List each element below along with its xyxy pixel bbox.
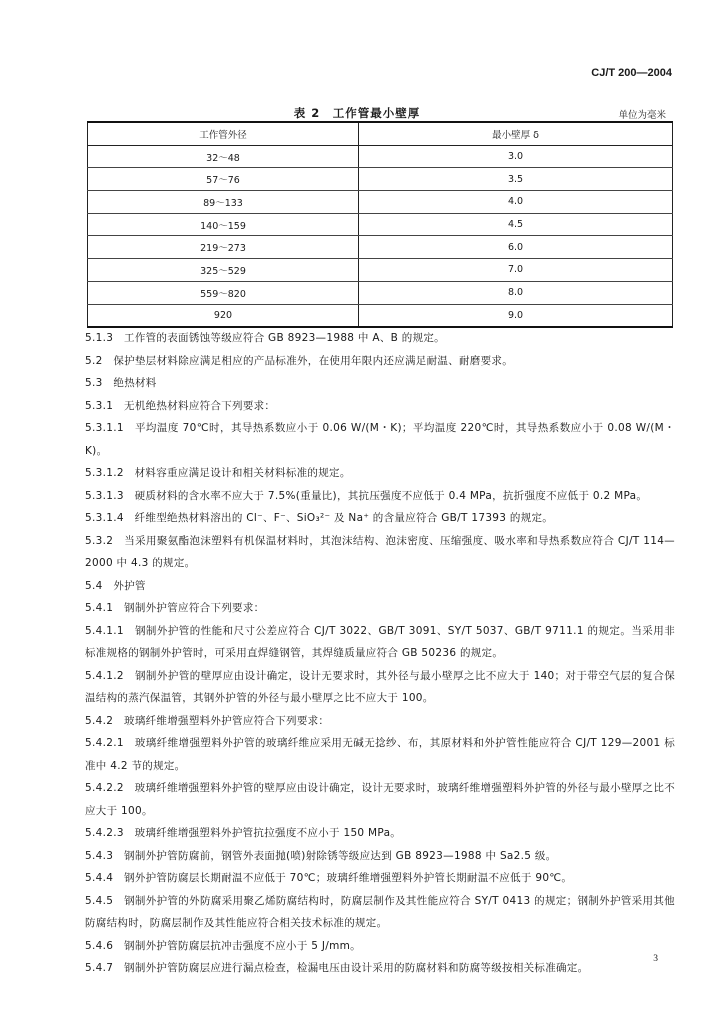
cell-thickness: 7.0 bbox=[359, 259, 673, 282]
table-row bbox=[88, 236, 673, 259]
clause-5-4-2: 5.4.2 玻璃纤维增强塑料外护管应符合下列要求： bbox=[85, 714, 330, 727]
table-title: 表 2 工作管最小壁厚 bbox=[293, 106, 421, 120]
clause-5-4-2-1: 5.4.2.1 玻璃纤维增强塑料外护管的玻璃纤维应采用无碱无捻纱、布，其原材料和外护管性能应符合 CJ/T 129—2001 标准中 4.2 节的规定。 bbox=[85, 737, 675, 772]
cell-thickness: 4.0 bbox=[359, 191, 673, 214]
clause-5-4-1-1: 5.4.1.1 钢制外护管的性能和尺寸公差应符合 CJ/T 3022、GB/T 3091、SY/T 5037、GB/T 9711.1 的规定。当采用非标准规格的钢制外护管时，可采用直焊缝钢管，其焊缝质量应符合 GB 50236 的规定。 bbox=[85, 624, 675, 659]
col-header-outer-diameter: 工作管外径 bbox=[88, 122, 359, 145]
clause-5-4-4: 5.4.4 钢外护管防腐层长期耐温不应低于 70℃；玻璃纤维增强塑料外护管长期耐温不应低于 90℃。 bbox=[85, 872, 573, 884]
clause-5-3-heading: 5.3 绝热材料 bbox=[85, 377, 157, 389]
cell-diameter: 920 bbox=[88, 304, 359, 327]
cell-diameter: 140～159 bbox=[88, 213, 359, 236]
cell-diameter: 219～273 bbox=[88, 236, 359, 259]
table-row bbox=[88, 145, 673, 168]
table-row bbox=[88, 259, 673, 282]
clause-5-4-6: 5.4.6 钢制外护管防腐层抗冲击强度不应小于 5 J/mm。 bbox=[85, 939, 361, 952]
cell-diameter: 325～529 bbox=[88, 259, 359, 282]
page-number: 3 bbox=[653, 954, 658, 964]
cell-diameter: 32～48 bbox=[88, 145, 359, 168]
table-header-row bbox=[88, 122, 673, 145]
clause-5-3-1-1: 5.3.1.1 平均温度 70℃时，其导热系数应小于 0.06 W/(M・K)；平均温度 220℃时，其导热系数应小于 0.08 W/(M・K)。 bbox=[85, 422, 675, 457]
cell-diameter: 559～820 bbox=[88, 281, 359, 304]
clause-5-1-3: 5.1.3 工作管的表面锈蚀等级应符合 GB 8923—1988 中 A、B 的规定。 bbox=[85, 332, 445, 344]
clause-5-4-1: 5.4.1 钢制外护管应符合下列要求： bbox=[85, 602, 265, 614]
cell-diameter: 89～133 bbox=[88, 191, 359, 214]
cell-diameter: 57～76 bbox=[88, 168, 359, 191]
col-header-min-thickness: 最小壁厚 δ bbox=[359, 122, 673, 145]
clause-5-3-2: 5.3.2 当采用聚氨酯泡沫塑料有机保温材料时，其泡沫结构、泡沫密度、压缩强度、吸水率和导热系数应符合 CJ/T 114—2000 中 4.3 的规定。 bbox=[85, 534, 675, 569]
clause-5-4-5: 5.4.5 钢制外护管的外防腐采用聚乙烯防腐结构时，防腐层制作及其性能应符合 SY/T 0413 的规定；钢制外护管采用其他防腐结构时，防腐层制作及其性能应符合相关技术标准的规定。 bbox=[85, 894, 675, 929]
clause-5-3-1: 5.3.1 无机绝热材料应符合下列要求： bbox=[85, 399, 276, 412]
cell-thickness: 4.5 bbox=[359, 213, 673, 236]
cell-thickness: 3.5 bbox=[359, 168, 673, 191]
clause-5-4-3: 5.4.3 钢制外护管防腐前，钢管外表面抛(喷)射除锈等级应达到 GB 8923—1988 中 Sa2.5 级。 bbox=[85, 849, 557, 862]
clause-5-4-2-2: 5.4.2.2 玻璃纤维增强塑料外护管的壁厚应由设计确定，设计无要求时，玻璃纤维增强塑料外护管的外径与最小壁厚之比不应大于 100。 bbox=[85, 782, 675, 817]
cell-thickness: 8.0 bbox=[359, 281, 673, 304]
clause-5-4-1-2: 5.4.1.2 钢制外护管的壁厚应由设计确定，设计无要求时，其外径与最小壁厚之比不应大于 140；对于带空气层的复合保温结构的蒸汽保温管，其钢外护管的外径与最小壁厚之比不应大于 100。 bbox=[85, 669, 675, 704]
cell-thickness: 3.0 bbox=[359, 145, 673, 168]
clause-5-3-1-4: 5.3.1.4 纤维型绝热材料溶出的 Cl⁻、F⁻、SiO₃²⁻ 及 Na⁺ 的含量应符合 GB/T 17393 的规定。 bbox=[85, 512, 554, 524]
clause-5-3-1-3: 5.3.1.3 硬质材料的含水率不应大于 7.5%(重量比)，其抗压强度不应低于 0.4 MPa，抗折强度不应低于 0.2 MPa。 bbox=[85, 489, 648, 502]
cell-thickness: 9.0 bbox=[359, 304, 673, 327]
table-row bbox=[88, 191, 673, 214]
table-row bbox=[88, 168, 673, 191]
min-wall-thickness-table bbox=[87, 121, 673, 328]
clause-5-3-1-2: 5.3.1.2 材料容重应满足设计和相关材料标准的规定。 bbox=[85, 467, 351, 479]
table-row bbox=[88, 281, 673, 304]
clause-5-2: 5.2 保护垫层材料除应满足相应的产品标准外，在使用年限内还应满足耐温、耐磨要求。 bbox=[85, 354, 513, 367]
body-text bbox=[85, 327, 675, 980]
clause-5-4-2-3: 5.4.2.3 玻璃纤维增强塑料外护管抗拉强度不应小于 150 MPa。 bbox=[85, 827, 402, 839]
table-row bbox=[88, 213, 673, 236]
clause-5-4-heading: 5.4 外护管 bbox=[85, 579, 146, 592]
table-unit: 单位为毫米 bbox=[618, 110, 666, 121]
clause-5-4-7: 5.4.7 钢制外护管防腐层应进行漏点检查，检漏电压由设计采用的防腐材料和防腐等级按相关标准确定。 bbox=[85, 962, 589, 974]
table-row bbox=[88, 304, 673, 327]
standard-code: CJ/T 200—2004 bbox=[591, 67, 672, 79]
cell-thickness: 6.0 bbox=[359, 236, 673, 259]
